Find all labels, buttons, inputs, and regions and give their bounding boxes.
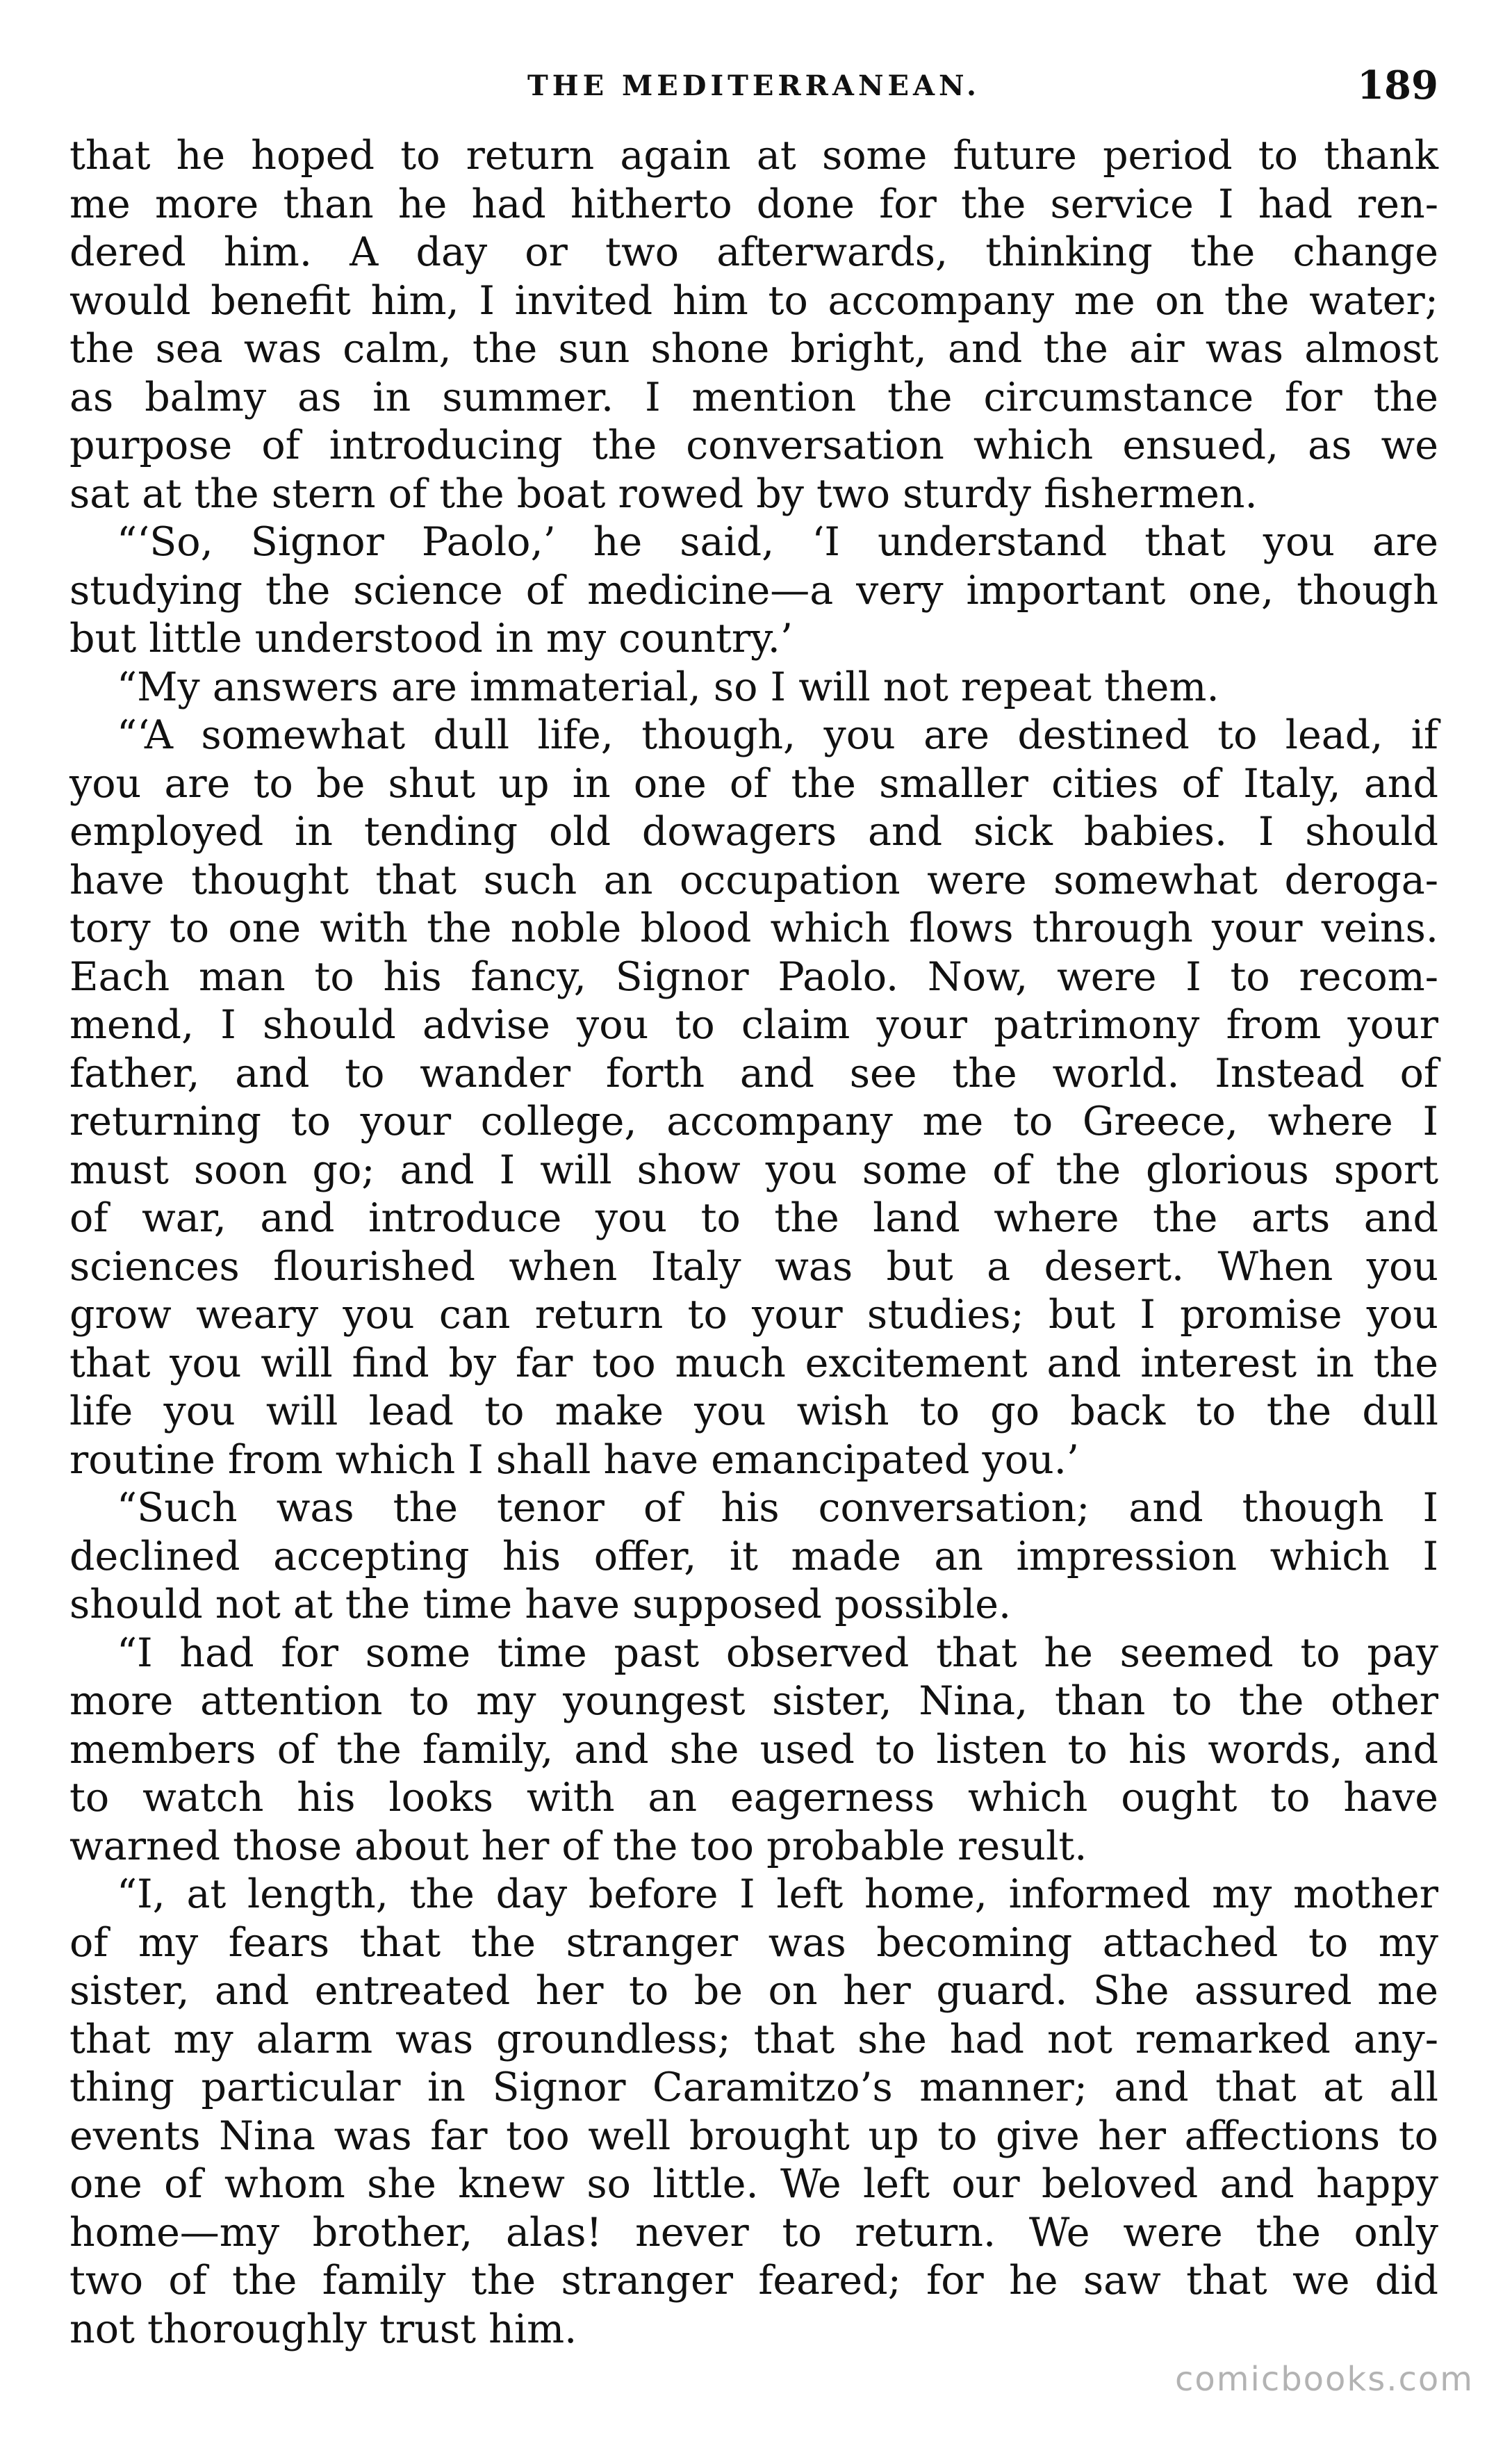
text-line: me more than he had hitherto done for the service I had ren-: [69, 181, 1438, 227]
text-line: home—my brother, alas! never to return. We were the only: [69, 2209, 1438, 2256]
text-line: warned those about her of the too probable result.: [69, 1823, 1087, 1869]
text-line: purpose of introducing the conversation which ensued, as we: [69, 422, 1438, 468]
text-line: two of the family the stranger feared; for he saw that we did: [69, 2258, 1438, 2304]
text-line: that my alarm was groundless; that she had not remarked any-: [69, 2016, 1438, 2062]
text-line: sister, and entreated her to be on her guard. She assured me: [69, 1968, 1438, 2014]
text-line: studying the science of medicine—a very important one, though: [69, 567, 1438, 614]
body-text: [69, 132, 1438, 2354]
text-line: routine from which I shall have emancipated you.’: [69, 1436, 1079, 1483]
text-line: “‘So, Signor Paolo,’ he said, ‘I understand that you are: [117, 519, 1438, 565]
text-line: but little understood in my country.’: [69, 616, 793, 662]
running-head: [69, 63, 1438, 125]
text-line: “Such was the tenor of his conversation; and though I: [117, 1485, 1438, 1531]
text-line: life you will lead to make you wish to go back to the dull: [69, 1388, 1438, 1434]
text-line: more attention to my youngest sister, Nina, than to the other: [69, 1678, 1438, 1724]
text-line: of war, and introduce you to the land where the arts and: [69, 1195, 1438, 1241]
running-title: THE MEDITERRANEAN.: [527, 69, 980, 102]
text-line: tory to one with the noble blood which flows through your veins.: [69, 905, 1438, 951]
text-line: dered him. A day or two afterwards, thinking the change: [69, 229, 1438, 275]
text-line: “My answers are immaterial, so I will not repeat them.: [117, 664, 1219, 710]
text-line: sciences flourished when Italy was but a desert. When you: [69, 1243, 1438, 1290]
text-line: one of whom she knew so little. We left our beloved and happy: [69, 2161, 1438, 2207]
text-line: that you will find by far too much excitement and interest in the: [69, 1340, 1438, 1386]
text-line: thing particular in Signor Caramitzo’s manner; and that at all: [69, 2065, 1438, 2110]
text-line: to watch his looks with an eagerness which ought to have: [69, 1775, 1438, 1821]
text-line: “I, at length, the day before I left home, informed my mother: [117, 1871, 1438, 1917]
text-line: declined accepting his offer, it made an impression which I: [69, 1533, 1438, 1579]
text-line: as balmy as in summer. I mention the circumstance for the: [69, 374, 1438, 420]
text-line: employed in tending old dowagers and sick babies. I should: [69, 809, 1438, 855]
text-line: father, and to wander forth and see the world. Instead of: [69, 1050, 1438, 1097]
text-line: “I had for some time past observed that he seemed to pay: [117, 1630, 1438, 1676]
text-line: grow weary you can return to your studies; but I promise you: [69, 1292, 1438, 1338]
site-watermark: comicbooks.com: [1174, 2360, 1474, 2399]
text-line: Each man to his fancy, Signor Paolo. Now, were I to recom-: [69, 953, 1438, 1000]
text-line: “‘A somewhat dull life, though, you are destined to lead, if: [117, 712, 1438, 758]
text-line: that he hoped to return again at some future period to thank: [69, 133, 1438, 179]
text-line: of my fears that the stranger was becoming attached to my: [69, 1919, 1438, 1966]
text-line: events Nina was far too well brought up to give her affections to: [69, 2112, 1438, 2159]
text-line: not thoroughly trust him.: [69, 2306, 577, 2352]
text-line: must soon go; and I will show you some of the glorious sport: [69, 1147, 1438, 1193]
text-line: mend, I should advise you to claim your patrimony from your: [69, 1002, 1438, 1048]
text-line: the sea was calm, the sun shone bright, and the air was almost: [69, 326, 1438, 372]
text-line: should not at the time have supposed possible.: [69, 1582, 1012, 1627]
text-line: sat at the stern of the boat rowed by two sturdy fishermen.: [69, 470, 1258, 517]
text-line: members of the family, and she used to listen to his words, and: [69, 1726, 1438, 1773]
page-number: 189: [1357, 63, 1438, 108]
text-line: would benefit him, I invited him to accompany me on the water;: [69, 277, 1438, 324]
text-line: have thought that such an occupation were somewhat deroga-: [69, 857, 1438, 903]
text-line: you are to be shut up in one of the smaller cities of Italy, and: [69, 760, 1438, 807]
text-line: returning to your college, accompany me to Greece, where I: [69, 1099, 1438, 1144]
